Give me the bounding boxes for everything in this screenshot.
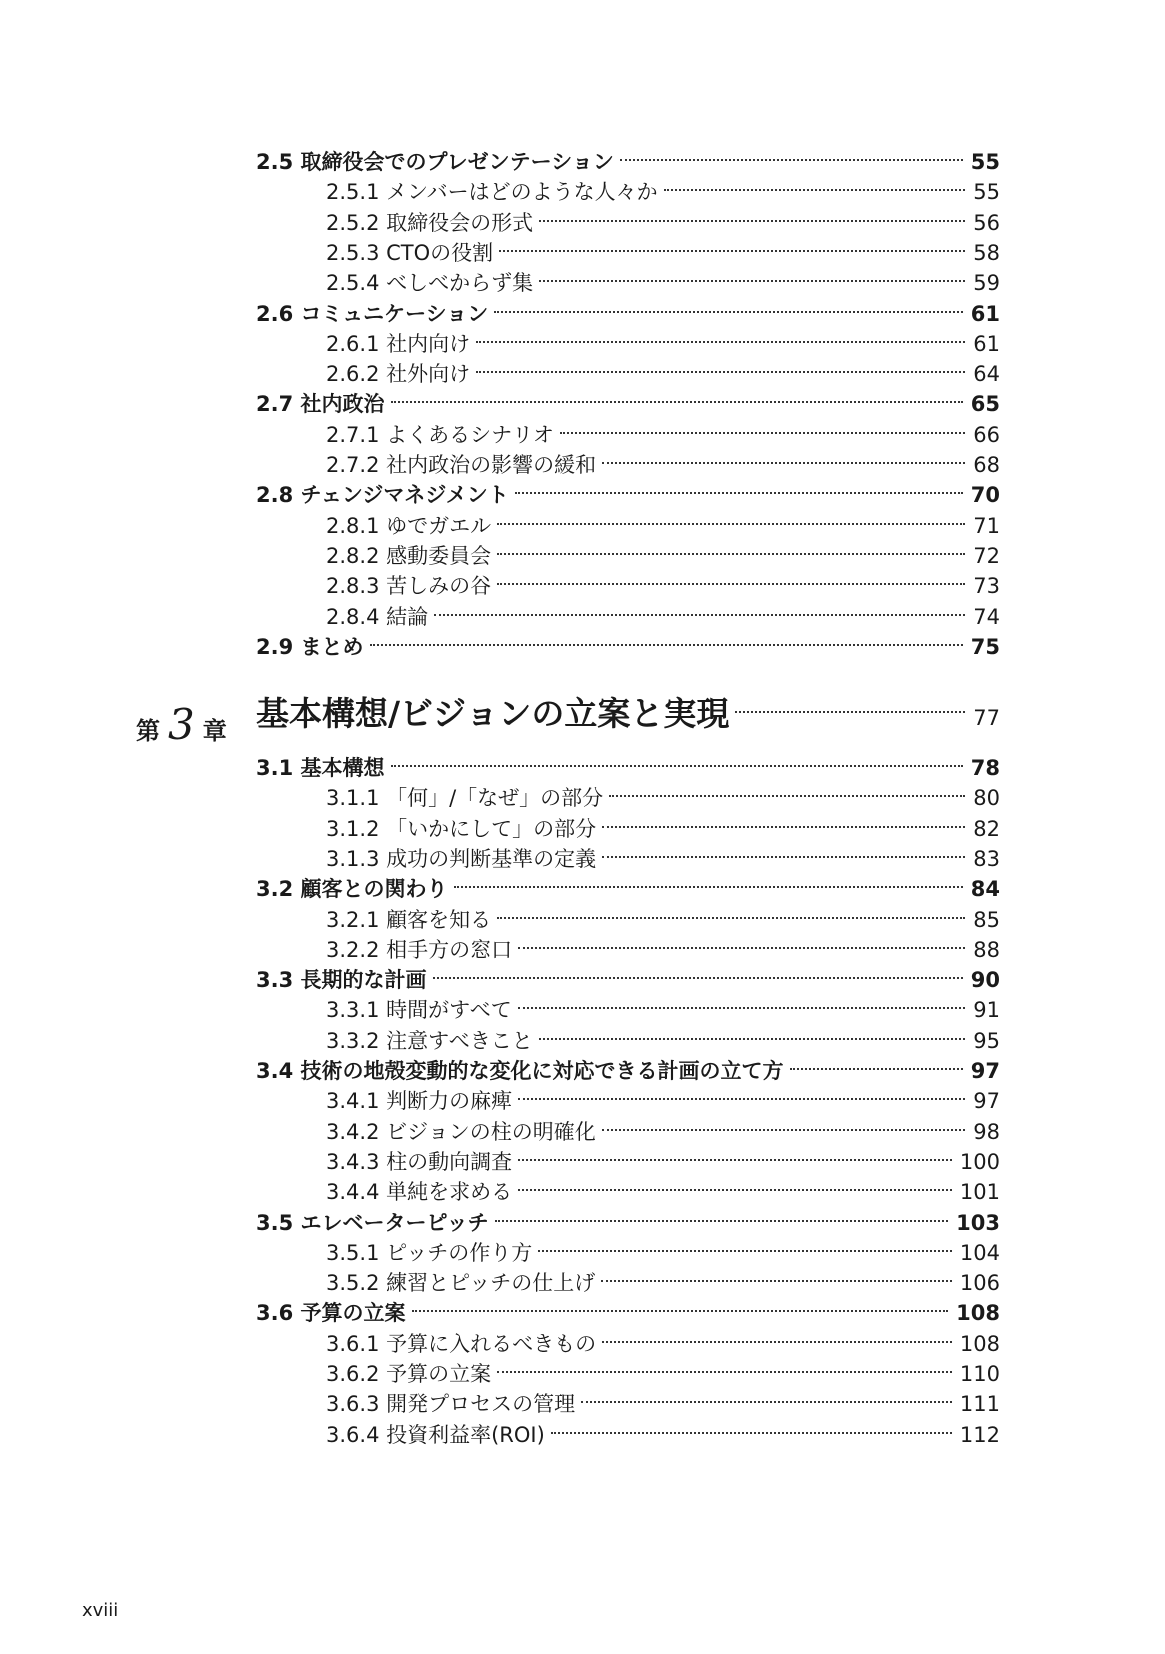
chapter-suffix: 章: [202, 717, 227, 745]
page-number: 73: [973, 574, 1000, 599]
dot-leader: [497, 553, 965, 555]
toc-subsection-row[interactable]: [326, 1177, 1000, 1207]
toc-entry-label: 3.5 エレベーターピッチ: [256, 1210, 489, 1235]
dot-leader: [539, 1038, 966, 1040]
dot-leader: [620, 159, 963, 161]
page-number: 101: [959, 1180, 1000, 1205]
toc-entry-label: 2.8.4 結論: [326, 604, 429, 629]
chapter-prefix: 第: [136, 717, 160, 745]
chapter-3-title-row[interactable]: [256, 692, 1000, 736]
dot-leader: [434, 614, 965, 616]
dot-leader: [494, 311, 963, 313]
dot-leader: [790, 1068, 963, 1070]
dot-leader: [476, 371, 965, 373]
toc-entry-label: 3.2 顧客との関わり: [256, 877, 448, 902]
toc-subsection-row[interactable]: [326, 268, 1000, 298]
toc-subsection-row[interactable]: [326, 783, 1000, 813]
toc-subsection-row[interactable]: [326, 602, 1000, 632]
toc-entry-label: 2.5.1 メンバーはどのような人々か: [326, 180, 658, 205]
page-number: 61: [973, 331, 1000, 356]
page-number: 66: [973, 422, 1000, 447]
toc-subsection-row[interactable]: [326, 1359, 1000, 1389]
dot-leader: [412, 1310, 949, 1312]
toc-section-row[interactable]: [256, 1208, 1000, 1238]
dot-leader: [601, 1280, 952, 1282]
toc-subsection-row[interactable]: [326, 329, 1000, 359]
chapter-number: 3: [168, 700, 195, 749]
toc-subsection-row[interactable]: [326, 1026, 1000, 1056]
toc-entry-label: 3.4.3 柱の動向調査: [326, 1149, 513, 1174]
toc-section-row[interactable]: [256, 480, 1000, 510]
toc-entry-label: 3.4.2 ビジョンの柱の明確化: [326, 1119, 596, 1144]
dot-leader: [518, 1098, 965, 1100]
toc-section-row[interactable]: [256, 874, 1000, 904]
page-number: 112: [959, 1422, 1000, 1447]
page-number: 72: [973, 543, 1000, 568]
page-number: 56: [973, 210, 1000, 235]
toc-entry-label: 3.1 基本構想: [256, 756, 385, 780]
dot-leader: [476, 341, 965, 343]
toc-entry-label: 3.6.2 予算の立案: [326, 1362, 492, 1386]
chapter-3-title: 基本構想/ビジョンの立案と実現: [256, 694, 730, 733]
page-number: 58: [973, 240, 1000, 265]
toc-subsection-row[interactable]: [326, 1238, 1000, 1268]
dot-leader: [454, 886, 963, 888]
toc-section-row[interactable]: [256, 389, 1000, 419]
page-number: 83: [973, 846, 1000, 871]
toc-entry-label: 2.7.2 社内政治の影響の緩和: [326, 453, 597, 477]
page-number: 110: [959, 1362, 1000, 1386]
dot-leader: [433, 977, 963, 979]
page-number: 108: [956, 1301, 1000, 1326]
toc-subsection-row[interactable]: [326, 208, 1000, 238]
toc-subsection-row[interactable]: [326, 1268, 1000, 1298]
dot-leader: [602, 462, 965, 464]
page-number: 71: [973, 513, 1000, 538]
toc-subsection-row[interactable]: [326, 995, 1000, 1025]
toc-entry-label: 3.6.1 予算に入れるべきもの: [326, 1331, 597, 1356]
toc-entry-label: 3.5.2 練習とピッチの仕上げ: [326, 1271, 596, 1296]
toc-entry-label: 3.2.1 顧客を知る: [326, 907, 492, 932]
page-number: 70: [970, 483, 1000, 508]
toc-subsection-row[interactable]: [326, 935, 1000, 965]
page-number: 85: [973, 907, 1000, 932]
dot-leader: [664, 189, 966, 191]
page-number: 95: [973, 1028, 1000, 1053]
page-number: 59: [973, 271, 1000, 296]
toc-subsection-row[interactable]: [326, 177, 1000, 207]
dot-leader: [602, 856, 965, 858]
dot-leader: [515, 492, 963, 494]
toc-subsection-row[interactable]: [326, 1329, 1000, 1359]
toc-entry-label: 3.3.2 注意すべきこと: [326, 1028, 533, 1053]
page-number: 111: [959, 1392, 1000, 1417]
toc-subsection-row[interactable]: [326, 814, 1000, 844]
toc-entry-label: 2.8.3 苦しみの谷: [326, 574, 492, 599]
toc-entry-label: 3.2.2 相手方の窓口: [326, 937, 513, 962]
chapter-3-label: [136, 700, 227, 749]
dot-leader: [538, 1250, 952, 1252]
toc-entry-label: 3.4 技術の地殻変動的な変化に対応できる計画の立て方: [256, 1059, 784, 1083]
toc-entry-label: 3.6.3 開発プロセスの管理: [326, 1392, 576, 1417]
toc-entry-label: 3.1.1 「何」/「なぜ」の部分: [326, 786, 604, 811]
toc-section-row[interactable]: [256, 753, 1000, 783]
toc-entry-label: 2.9 まとめ: [256, 634, 364, 659]
dot-leader: [518, 947, 965, 949]
toc-subsection-row[interactable]: [326, 420, 1000, 450]
toc-subsection-row[interactable]: [326, 541, 1000, 571]
toc-entry-label: 2.8.2 感動委員会: [326, 543, 492, 568]
toc-section-row[interactable]: [256, 147, 1000, 177]
dot-leader: [551, 1432, 952, 1434]
toc-entry-label: 3.4.1 判断力の麻痺: [326, 1089, 513, 1114]
toc-entry-label: 2.7 社内政治: [256, 392, 385, 417]
toc-entry-label: 2.6.2 社外向け: [326, 362, 471, 387]
toc-entry-label: 2.5.4 べしべからず集: [326, 271, 534, 296]
dot-leader: [497, 917, 965, 919]
page-number: 106: [959, 1271, 1000, 1296]
dot-leader: [602, 826, 965, 828]
dot-leader: [539, 220, 965, 222]
toc-subsection-row[interactable]: [326, 571, 1000, 601]
dot-leader: [602, 1341, 952, 1343]
page-number: 64: [973, 362, 1000, 387]
toc-section-row[interactable]: [256, 1056, 1000, 1086]
page-number: 75: [970, 634, 1000, 659]
page-number: 108: [959, 1331, 1000, 1356]
toc-subsection-row[interactable]: [326, 1389, 1000, 1419]
page-number: 74: [973, 604, 1000, 629]
toc-subsection-row[interactable]: [326, 905, 1000, 935]
dot-leader: [602, 1129, 966, 1131]
dot-leader: [609, 795, 965, 797]
dot-leader: [560, 432, 965, 434]
dot-leader: [370, 644, 963, 646]
dot-leader: [497, 523, 965, 525]
dot-leader: [518, 1189, 952, 1191]
toc-subsection-row[interactable]: [326, 450, 1000, 480]
page-number: 97: [970, 1059, 1000, 1083]
page-number: 61: [970, 301, 1000, 326]
page-number: 97: [973, 1089, 1000, 1114]
page-number: 104: [959, 1240, 1000, 1265]
page-number: 55: [970, 150, 1000, 174]
page-number: 88: [973, 937, 1000, 962]
toc-entry-label: 2.5.2 取締役会の形式: [326, 210, 534, 235]
toc-entry-label: 3.6.4 投資利益率(ROI): [326, 1422, 545, 1447]
dot-leader: [391, 765, 963, 767]
page-number: 65: [970, 392, 1000, 417]
toc-entry-label: 3.6 予算の立案: [256, 1301, 406, 1326]
page-number: 84: [970, 877, 1000, 902]
toc-subsection-row[interactable]: [326, 1147, 1000, 1177]
toc-entry-label: 2.6 コミュニケーション: [256, 301, 489, 326]
toc-subsection-row[interactable]: [326, 1086, 1000, 1116]
page-number: 90: [970, 968, 1000, 993]
toc-entry-label: 3.5.1 ピッチの作り方: [326, 1240, 533, 1265]
toc-subsection-row[interactable]: [326, 238, 1000, 268]
toc-section-row[interactable]: [256, 1298, 1000, 1328]
toc-entry-label: 2.5.3 CTOの役割: [326, 240, 494, 265]
page-number: 82: [973, 816, 1000, 841]
dot-leader: [497, 583, 965, 585]
page-folio: xviii: [82, 1600, 119, 1621]
toc-section-row[interactable]: [256, 632, 1000, 662]
page-number: 78: [970, 756, 1000, 780]
page-number: 103: [956, 1210, 1000, 1235]
dot-leader: [518, 1159, 952, 1161]
dot-leader: [518, 1007, 966, 1009]
dot-leader: [581, 1401, 952, 1403]
toc-subsection-row[interactable]: [326, 1420, 1000, 1450]
toc-subsection-row[interactable]: [326, 359, 1000, 389]
page-number: 68: [973, 453, 1000, 477]
page-number: 98: [973, 1119, 1000, 1144]
toc-entry-label: 3.3.1 時間がすべて: [326, 998, 512, 1023]
dot-leader: [391, 401, 963, 403]
toc-entry-label: 3.1.3 成功の判断基準の定義: [326, 846, 597, 871]
toc-entry-label: 2.6.1 社内向け: [326, 331, 471, 356]
toc-subsection-row[interactable]: [326, 844, 1000, 874]
toc-section-row[interactable]: [256, 299, 1000, 329]
page-number: 77: [973, 706, 1000, 730]
page-number: 100: [959, 1149, 1000, 1174]
dot-leader: [499, 250, 965, 252]
page-number: 80: [973, 786, 1000, 811]
toc-section-row[interactable]: [256, 965, 1000, 995]
page-number: 55: [973, 180, 1000, 205]
toc-entry-label: 2.7.1 よくあるシナリオ: [326, 422, 554, 447]
toc-entry-label: 2.8.1 ゆでガエル: [326, 513, 492, 538]
toc-entry-label: 2.5 取締役会でのプレゼンテーション: [256, 150, 614, 174]
toc-entry-label: 3.3 長期的な計画: [256, 968, 427, 993]
toc-subsection-row[interactable]: [326, 1117, 1000, 1147]
toc-entry-label: 2.8 チェンジマネジメント: [256, 483, 509, 508]
dot-leader: [539, 280, 965, 282]
toc-entry-label: 3.1.2 「いかにして」の部分: [326, 816, 597, 841]
dot-leader: [497, 1371, 952, 1373]
toc-subsection-row[interactable]: [326, 511, 1000, 541]
page-number: 91: [973, 998, 1000, 1023]
dot-leader: [495, 1220, 948, 1222]
dot-leader: [735, 711, 965, 713]
toc-entry-label: 3.4.4 単純を求める: [326, 1180, 513, 1205]
